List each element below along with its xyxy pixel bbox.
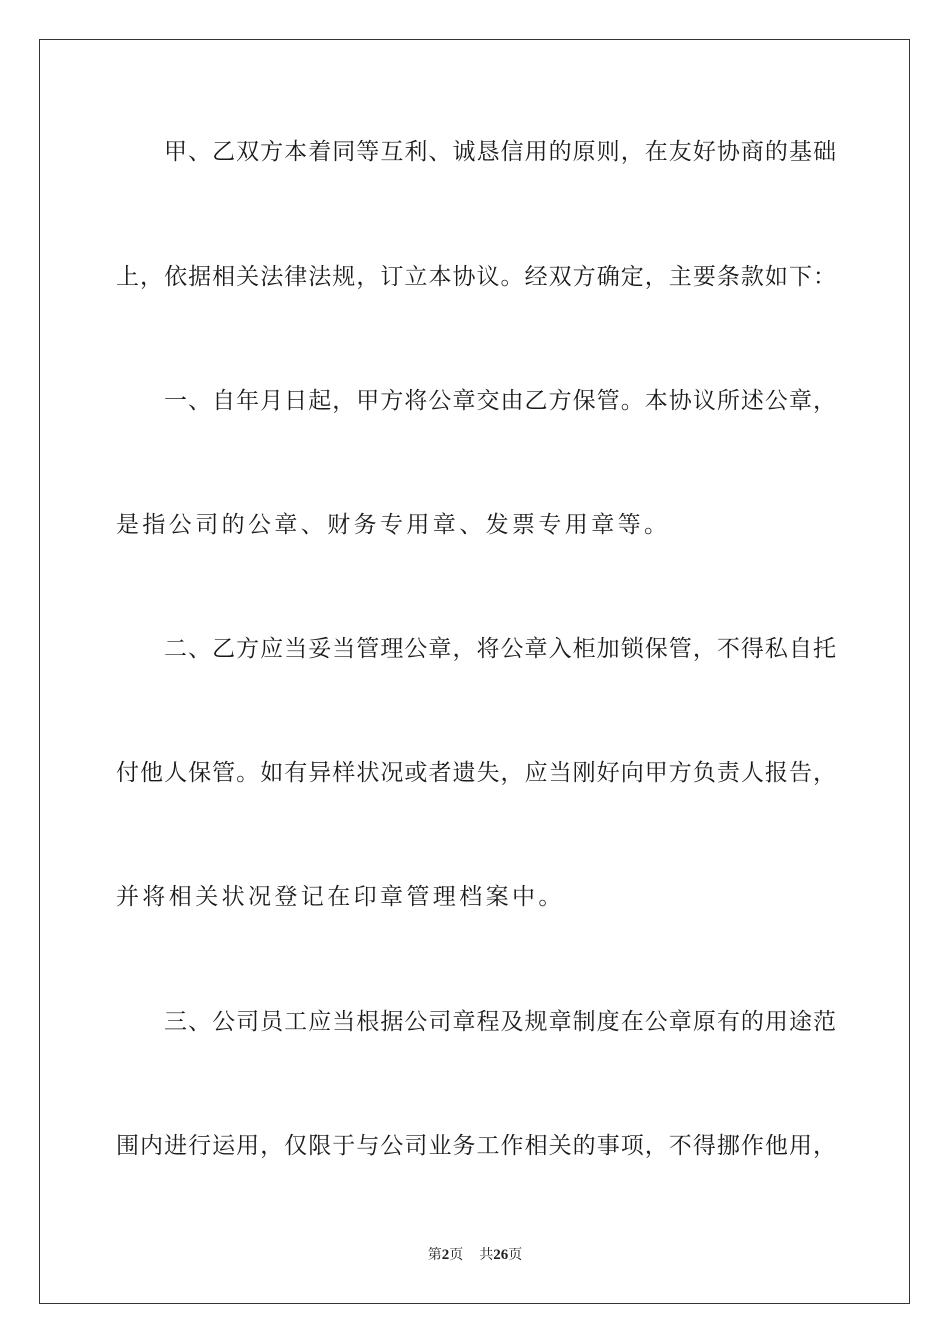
paragraph-line-8: 三、公司员工应当根据公司章程及规章制度在公章原有的用途范 — [164, 1009, 836, 1035]
paragraph-line-7: 并将相关状况登记在印章管理档案中。 — [116, 884, 565, 910]
page-prefix: 第 — [427, 1247, 442, 1263]
total-suffix: 页 — [508, 1247, 523, 1263]
page-footer — [0, 1246, 950, 1264]
page-number: 2 — [441, 1247, 450, 1263]
page-suffix: 页 — [449, 1247, 464, 1263]
paragraph-line-6: 付他人保管。如有异样状况或者遗失，应当刚好向甲方负责人报告， — [116, 760, 836, 786]
paragraph-line-1: 甲、乙双方本着同等互利、诚恳信用的原则，在友好协商的基础 — [164, 139, 836, 165]
paragraph-line-2: 上，依据相关法律法规，订立本协议。经双方确定，主要条款如下： — [116, 264, 836, 290]
paragraph-line-9: 围内进行运用，仅限于与公司业务工作相关的事项，不得挪作他用， — [116, 1133, 836, 1159]
page-border — [39, 39, 910, 1304]
total-prefix: 共 — [479, 1247, 494, 1263]
paragraph-line-3: 一、自年月日起，甲方将公章交由乙方保管。本协议所述公章， — [164, 388, 836, 414]
paragraph-line-5: 二、乙方应当妥当管理公章，将公章入柜加锁保管，不得私自托 — [164, 636, 836, 662]
total-pages: 26 — [493, 1247, 509, 1263]
paragraph-line-4: 是指公司的公章、财务专用章、发票专用章等。 — [116, 512, 671, 538]
